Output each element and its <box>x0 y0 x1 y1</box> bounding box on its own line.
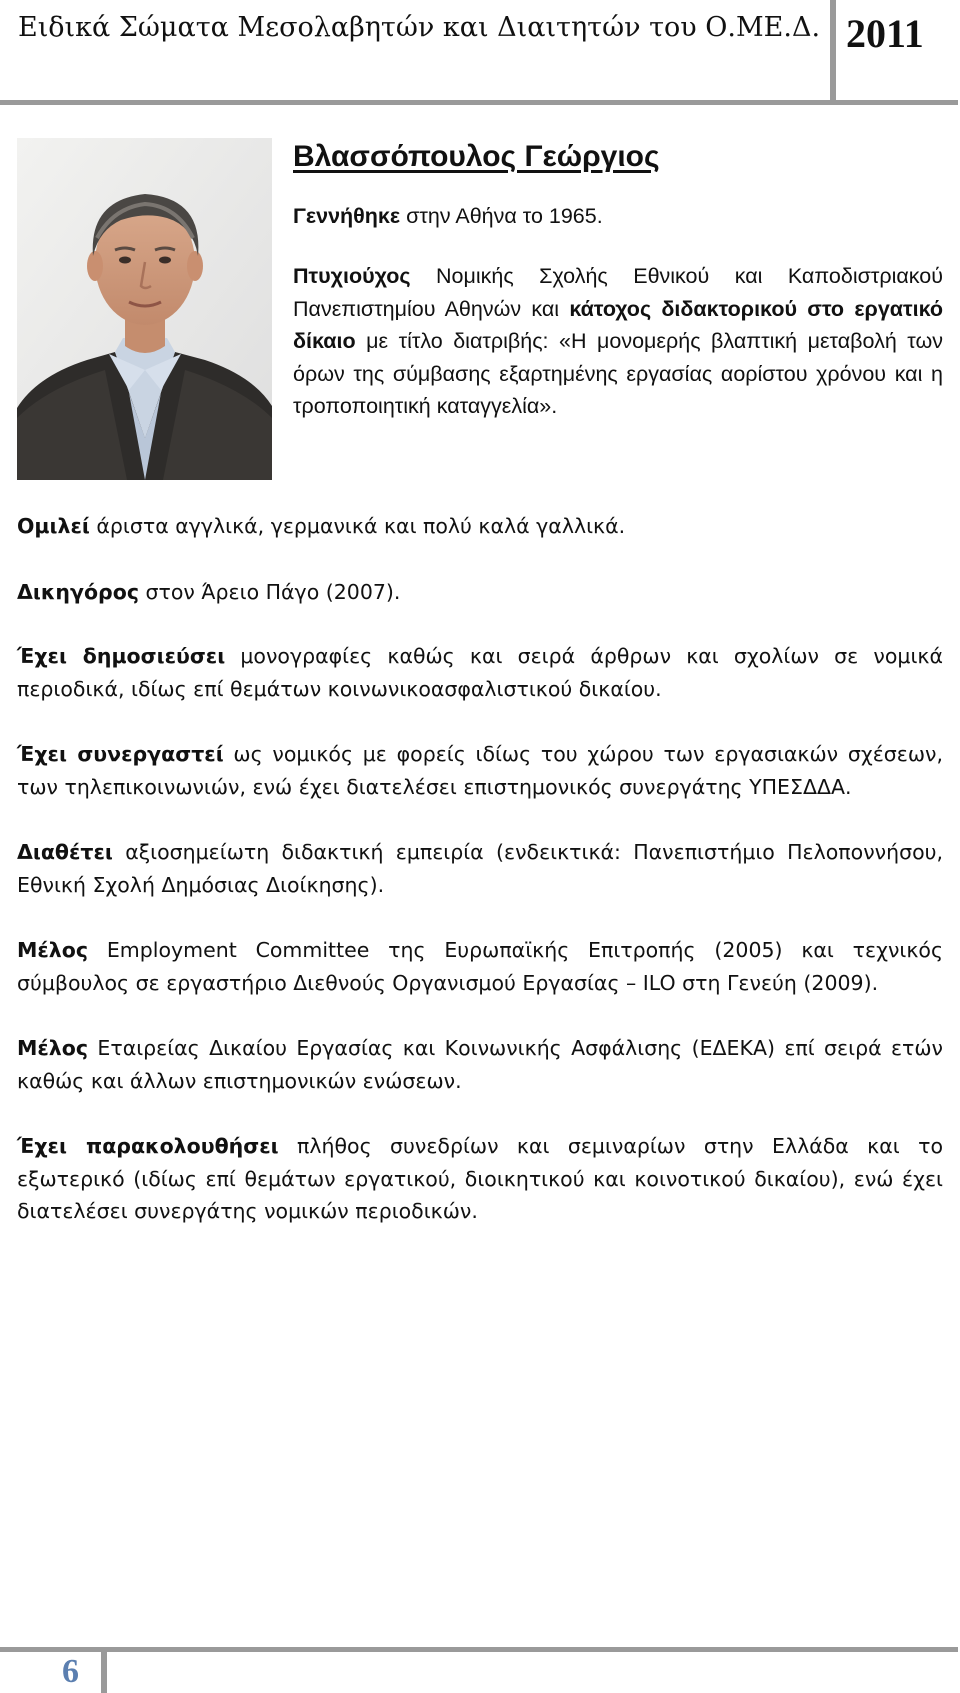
paragraph-text: Employment Committee της Ευρωπαϊκής Επιτροπής (2005) και τεχνικός σύμβουλος σε εργαστήριο Διεθνούς Οργανισμού Εργασίας – ILO στη Γενεύη (2009). <box>17 938 943 995</box>
paragraph-text: μονογραφίες καθώς και σειρά άρθρων και σχολίων σε νομικά περιοδικά, ιδίως επί θεμάτων κοινωνικοασφαλιστικού δικαίου. <box>17 644 944 701</box>
header-rule <box>0 100 958 105</box>
paragraph-text: στον Άρειο Πάγο (2007). <box>138 580 401 604</box>
paragraph-text: πλήθος συνεδρίων και σεμιναρίων στην Ελλάδα και το εξωτερικό (ιδίως επί θεμάτων εργατικού, διοικητικού και κοινοτικού δικαίου), ενώ έχει διατελέσει συνεργάτης νομικών περιοδικών. <box>17 1134 944 1223</box>
collaborations-paragraph <box>17 738 943 803</box>
footer-divider <box>101 1647 107 1693</box>
paragraph-label: Δικηγόρος <box>17 580 139 604</box>
paragraph-label: Έχει δημοσιεύσει <box>17 644 226 668</box>
paragraph-text: άριστα αγγλικά, γερμανικά και πολύ καλά γαλλικά. <box>89 514 626 538</box>
paragraph-label: Μέλος <box>17 938 89 962</box>
paragraph-label: Διαθέτει <box>17 840 113 864</box>
languages-paragraph <box>17 510 943 543</box>
society-membership-paragraph <box>17 1032 943 1097</box>
doctorate-label: κάτοχος διδακτορικού στο εργατικό δίκαιο <box>293 296 943 353</box>
paragraph-label: Έχει παρακολουθήσει <box>17 1134 279 1158</box>
footer-rule <box>0 1647 958 1652</box>
birth-text: στην Αθήνα το 1965. <box>400 204 603 228</box>
publications-paragraph <box>17 640 943 705</box>
birth-label: Γεννήθηκε <box>293 204 401 228</box>
paragraph-text: αξιοσημείωτη διδακτική εμπειρία (ενδεικτικά: Πανεπιστήμιο Πελοποννήσου, Εθνική Σχολή Δημόσιας Διοίκησης). <box>17 840 943 897</box>
lawyer-paragraph <box>17 576 943 609</box>
birth-paragraph <box>293 200 943 233</box>
education-paragraph <box>293 260 943 423</box>
doctorate-text: με τίτλο διατριβής: «Η μονομερής βλαπτική μεταβολή των όρων της σύμβασης εξαρτημένης εργασίας αορίστου χρόνου και η τροποποιητική καταγγελία». <box>293 329 943 418</box>
header-title: Ειδικά Σώματα Μεσολαβητών και Διαιτητών του Ο.ΜΕ.Δ. <box>18 12 821 43</box>
paragraph-label: Έχει συνεργαστεί <box>17 742 224 766</box>
education-label: Πτυχιούχος <box>293 264 411 288</box>
paragraph-text: Εταιρείας Δικαίου Εργασίας και Κοινωνικής Ασφάλισης (ΕΔΕΚΑ) επί σειρά ετών καθώς και άλλων επιστημονικών ενώσεων. <box>17 1036 943 1093</box>
paragraph-text: ως νομικός με φορείς ιδίως του χώρου των εργασιακών σχέσεων, των τηλεπικοινωνιών, ενώ έχει διατελέσει επιστημονικός συνεργάτης ΥΠΕΣΔΔΑ. <box>17 742 943 799</box>
conferences-paragraph <box>17 1130 943 1228</box>
page-header <box>0 0 960 108</box>
paragraph-label: Ομιλεί <box>17 514 90 538</box>
portrait-photo <box>17 138 272 480</box>
header-divider <box>830 0 836 102</box>
education-text: Νομικής Σχολής Εθνικού και Καποδιστριακού Πανεπιστημίου Αθηνών και <box>293 264 943 321</box>
employment-committee-paragraph <box>17 934 943 999</box>
portrait-illustration <box>17 138 272 480</box>
header-year: 2011 <box>846 11 924 56</box>
person-name: Βλασσόπουλος Γεώργιος <box>293 140 660 173</box>
teaching-paragraph <box>17 836 943 901</box>
paragraph-label: Μέλος <box>17 1036 89 1060</box>
page-number: 6 <box>62 1653 79 1690</box>
